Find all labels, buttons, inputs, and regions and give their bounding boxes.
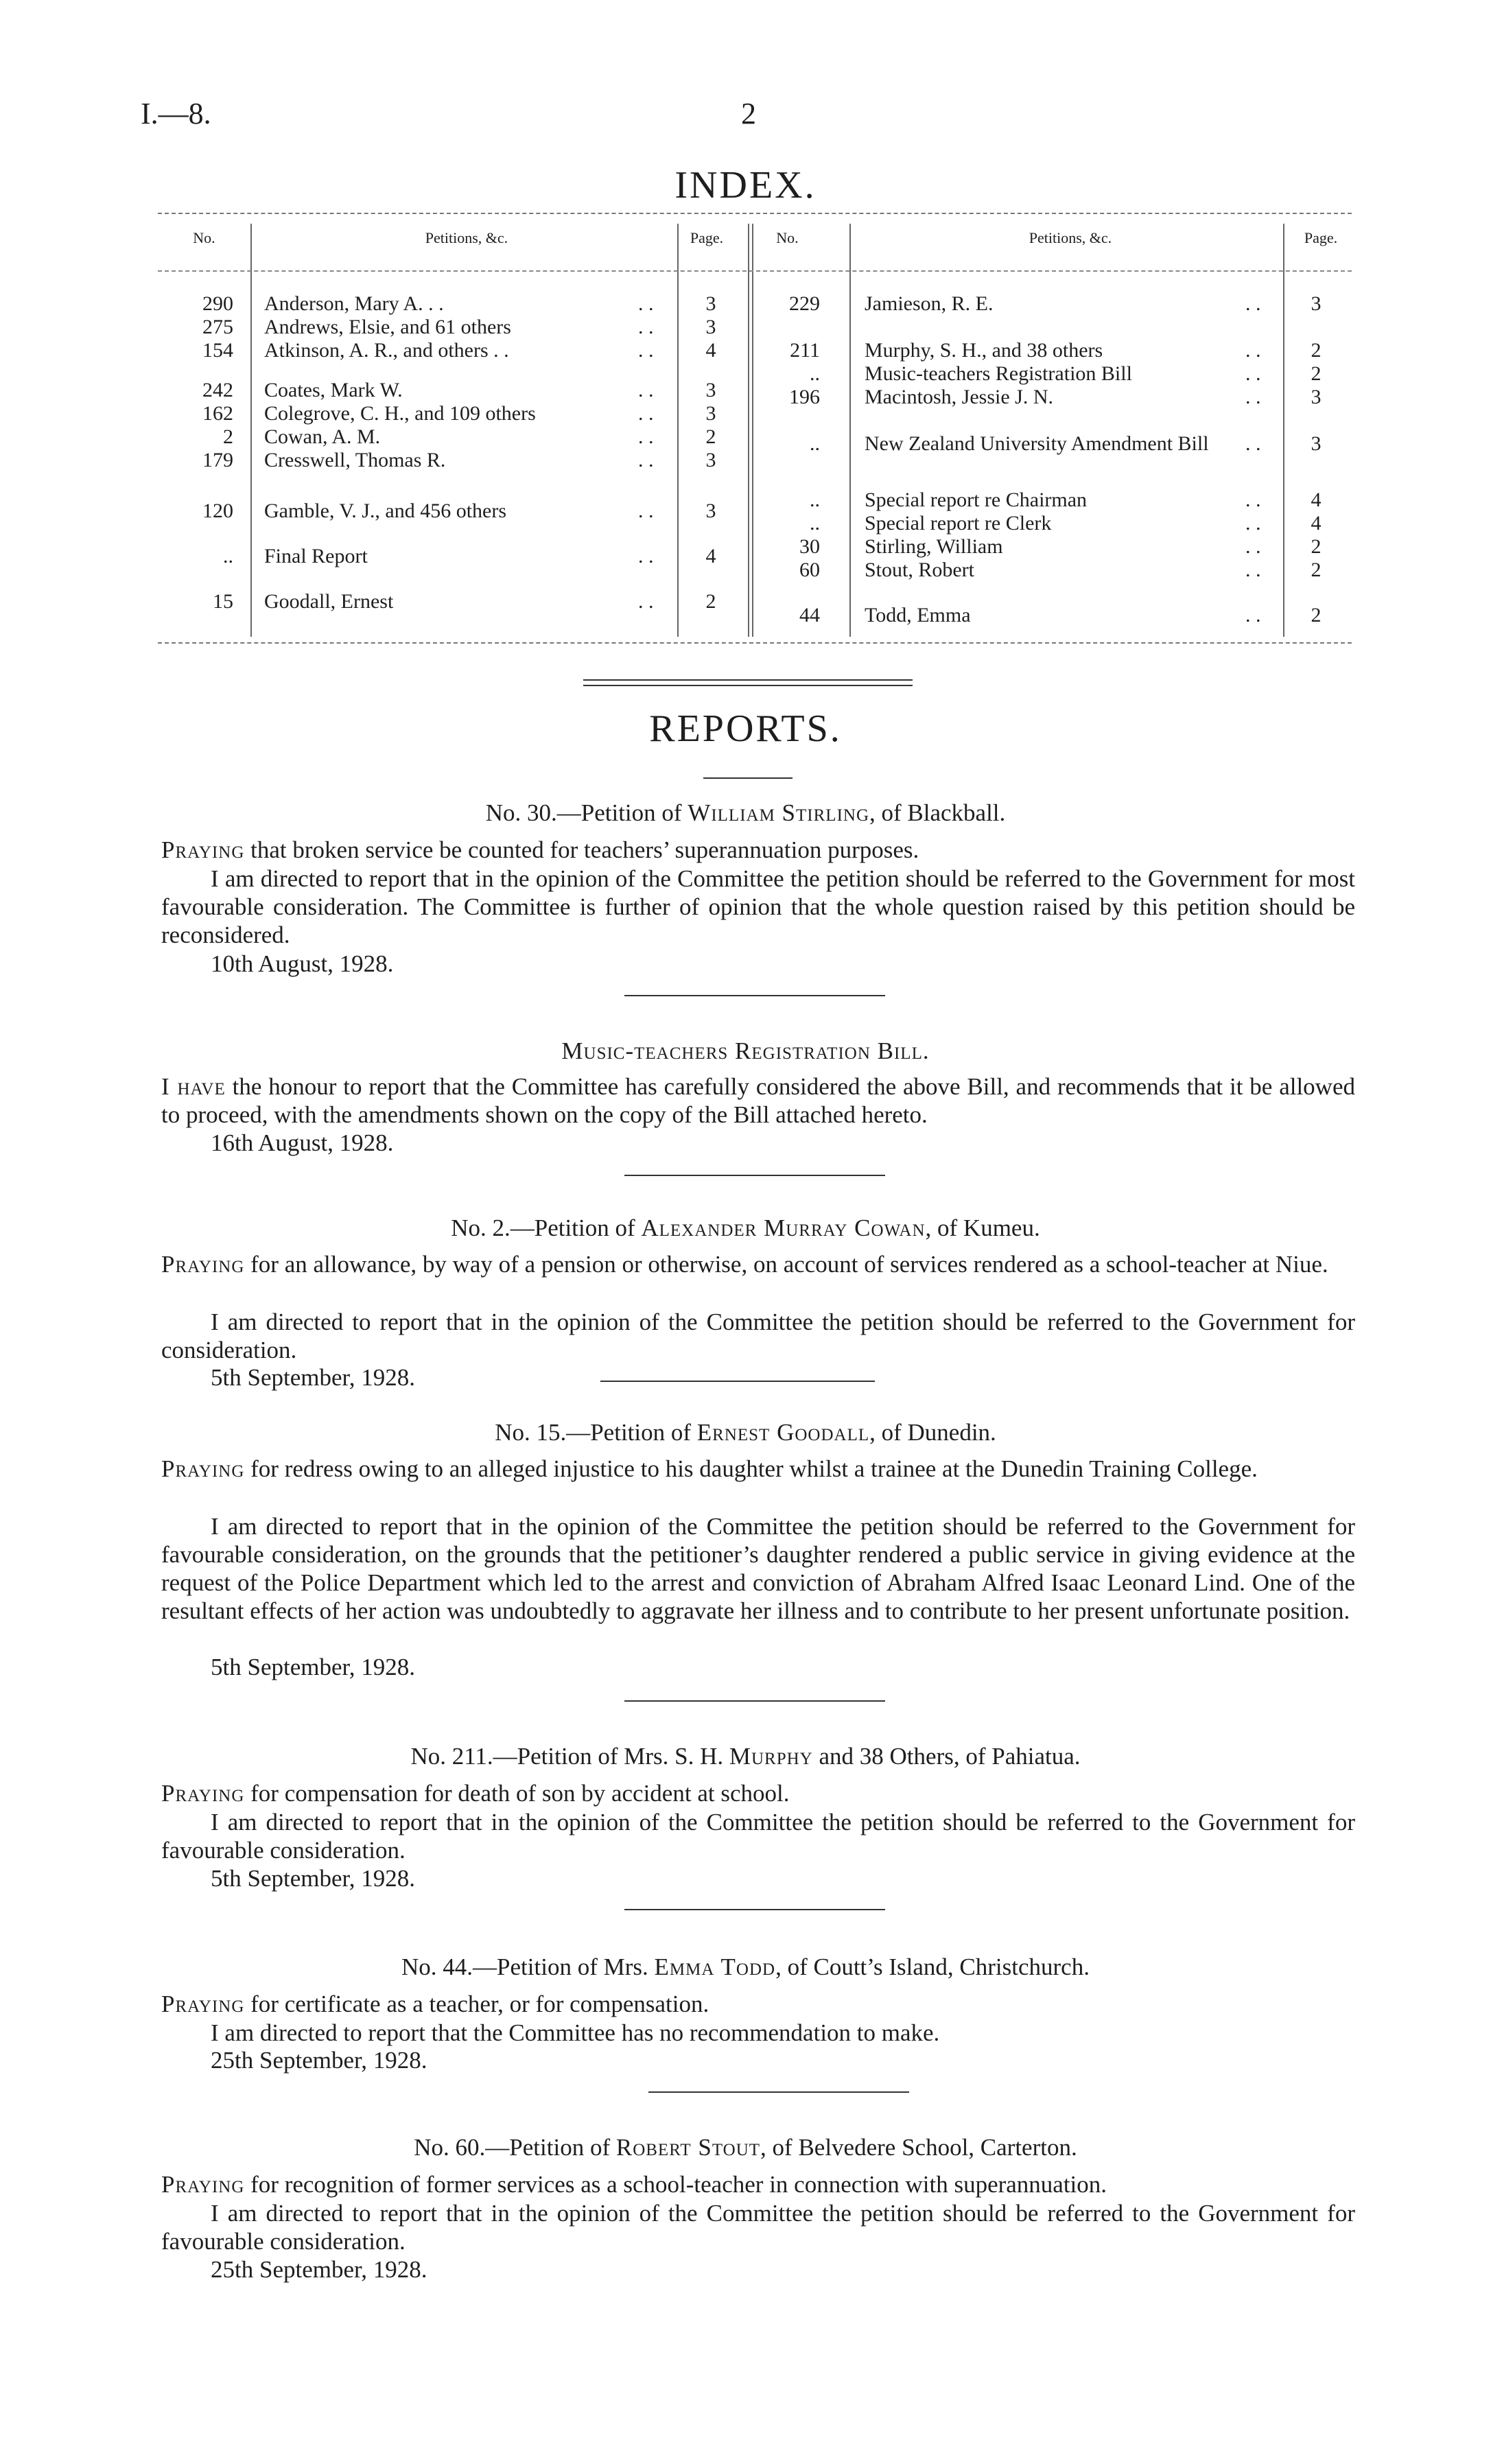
leader-dots: . . bbox=[638, 379, 654, 401]
leader-dots: . . bbox=[1245, 362, 1261, 385]
report-heading-murphy bbox=[0, 1743, 1491, 1770]
body-text: the honour to report that the Committee has carefully considered the above Bill, and recommends that it be allowed to proceed, with the amendments shown on the copy of the Bill attached hereto. bbox=[161, 1073, 1355, 1128]
heading-text: , of Blackball. bbox=[869, 799, 1006, 826]
heading-text: No. 2.—Petition of bbox=[451, 1215, 642, 1241]
report-prayer bbox=[161, 1779, 1355, 1807]
leader-dots: . . bbox=[638, 500, 654, 522]
lead-word: Praying bbox=[161, 2171, 245, 2198]
leader-dots: . . bbox=[1245, 386, 1261, 408]
petitioner-name: Robert Stout bbox=[615, 2134, 761, 2161]
index-entry-name: Special report re Clerk bbox=[865, 512, 1052, 535]
index-entry-page: 2 bbox=[1311, 559, 1322, 581]
report-heading-music-bill: Music-teachers Registration Bill. bbox=[561, 1037, 930, 1064]
report-heading-cowan bbox=[0, 1215, 1491, 1242]
report-date: 5th September, 1928. bbox=[211, 1865, 415, 1892]
index-entry-page: 2 bbox=[705, 590, 716, 613]
index-entry-name: Gamble, V. J., and 456 others bbox=[264, 500, 507, 522]
report-date: 5th September, 1928. bbox=[211, 1364, 415, 1391]
page-number: 2 bbox=[741, 97, 756, 130]
index-entry-name: Todd, Emma bbox=[865, 604, 971, 626]
lead-word: Praying bbox=[161, 836, 245, 863]
report-divider bbox=[624, 1700, 885, 1702]
index-entry-page: 2 bbox=[1311, 339, 1322, 362]
petitioner-name: Murphy bbox=[729, 1743, 813, 1770]
index-entry-page: 3 bbox=[705, 449, 716, 471]
leader-dots: . . bbox=[638, 590, 654, 613]
report-date: 5th September, 1928. bbox=[211, 1654, 415, 1680]
index-entry-page: 4 bbox=[1311, 512, 1322, 535]
lead-word: Praying bbox=[161, 1780, 245, 1807]
report-body: I am directed to report that in the opinion of the Committee the petition should be referred to the Government for most favourable consideration. The Committee is further of opinion that the whole question raised by this petition should be reconsidered. bbox=[161, 865, 1355, 948]
title-underline bbox=[703, 777, 793, 779]
leader-dots: . . bbox=[1245, 489, 1261, 511]
col-header-no-left: No. bbox=[193, 229, 215, 246]
lead-word: Praying bbox=[161, 1455, 245, 1482]
index-entry-name: Goodall, Ernest bbox=[264, 590, 394, 613]
column-rule bbox=[1283, 224, 1284, 637]
index-entry-no: 44 bbox=[799, 604, 820, 626]
report-divider bbox=[624, 1909, 885, 1910]
col-header-page-right: Page. bbox=[1304, 229, 1338, 246]
index-entry-page: 3 bbox=[705, 316, 716, 338]
leader-dots: . . bbox=[638, 402, 654, 425]
heading-text: and 38 Others, of Pahiatua. bbox=[812, 1743, 1081, 1770]
index-entry-page: 3 bbox=[1311, 386, 1322, 408]
lead-word: I have bbox=[161, 1073, 226, 1100]
report-date: 25th September, 1928. bbox=[211, 2047, 427, 2074]
index-entry-no: 120 bbox=[202, 500, 233, 522]
index-entry-name: Jamieson, R. E. bbox=[865, 292, 994, 315]
leader-dots: . . bbox=[1245, 432, 1261, 455]
report-heading-stirling bbox=[0, 799, 1491, 827]
prayer-text: for recognition of former services as a school-teacher in connection with superannuation. bbox=[244, 2171, 1107, 2198]
index-entry-name: Music-teachers Registration Bill bbox=[865, 362, 1132, 385]
report-prayer bbox=[161, 2170, 1355, 2198]
heading-text: No. 15.—Petition of bbox=[495, 1419, 697, 1446]
report-prayer bbox=[161, 1990, 1355, 2018]
report-body: I am directed to report that in the opinion of the Committee the petition should be referred to the Government for favourable consideration. bbox=[161, 1809, 1355, 1864]
index-entry-no: 15 bbox=[213, 590, 233, 613]
index-entry-page: 3 bbox=[705, 379, 716, 401]
index-entry-name: Special report re Chairman bbox=[865, 489, 1088, 511]
index-entry-no: .. bbox=[223, 545, 233, 567]
index-entry-page: 2 bbox=[1311, 362, 1322, 385]
index-entry-name: Murphy, S. H., and 38 others bbox=[865, 339, 1103, 362]
index-entry-name: New Zealand University Amendment Bill bbox=[865, 432, 1209, 455]
prayer-text: for certificate as a teacher, or for compensation. bbox=[244, 1991, 709, 2017]
col-header-petitions-right: Petitions, &c. bbox=[1029, 229, 1112, 246]
index-entry-no: 275 bbox=[202, 316, 233, 338]
index-entry-no: .. bbox=[810, 489, 820, 511]
header-rule bbox=[158, 270, 1352, 272]
leader-dots: . . bbox=[1245, 292, 1261, 315]
index-entry-no: 162 bbox=[202, 402, 233, 425]
report-body: I am directed to report that in the opinion of the Committee the petition should be referred to the Government for favourable consideration. bbox=[161, 2200, 1355, 2255]
report-heading-goodall bbox=[0, 1419, 1491, 1446]
index-entry-page: 4 bbox=[1311, 489, 1322, 511]
index-entry-name: Cresswell, Thomas R. bbox=[264, 449, 446, 471]
report-prayer bbox=[161, 1455, 1355, 1483]
index-entry-page: 3 bbox=[1311, 292, 1322, 315]
report-body: I am directed to report that the Committee has no recommendation to make. bbox=[211, 2019, 940, 2046]
index-entry-page: 3 bbox=[705, 292, 716, 315]
index-entry-page: 3 bbox=[705, 402, 716, 425]
lead-word: Praying bbox=[161, 1991, 245, 2017]
report-divider bbox=[648, 2091, 909, 2093]
heading-text: No. 30.—Petition of bbox=[485, 799, 688, 826]
leader-dots: . . bbox=[1245, 604, 1261, 626]
prayer-text: that broken service be counted for teachers’ superannuation purposes. bbox=[244, 836, 919, 863]
index-entry-no: 179 bbox=[202, 449, 233, 471]
reports-title: REPORTS. bbox=[649, 707, 842, 750]
index-entry-page: 2 bbox=[1311, 604, 1322, 626]
heading-text: , of Dunedin. bbox=[869, 1419, 996, 1446]
prayer-text: for redress owing to an alleged injustice to his daughter whilst a trainee at the Dunedin Training College. bbox=[244, 1455, 1258, 1482]
index-entry-name: Macintosh, Jessie J. N. bbox=[865, 386, 1053, 408]
leader-dots: . . bbox=[638, 449, 654, 471]
index-entry-page: 3 bbox=[705, 500, 716, 522]
leader-dots: . . bbox=[638, 425, 654, 448]
leader-dots: . . bbox=[638, 339, 654, 362]
index-entry-no: 154 bbox=[202, 339, 233, 362]
petitioner-name: Alexander Murray Cowan bbox=[641, 1215, 926, 1241]
index-entry-no: 30 bbox=[799, 535, 820, 558]
index-entry-name: Cowan, A. M. bbox=[264, 425, 381, 448]
index-entry-name: Andrews, Elsie, and 61 others bbox=[264, 316, 511, 338]
index-entry-no: .. bbox=[810, 512, 820, 535]
index-entry-name: Colegrove, C. H., and 109 others bbox=[264, 402, 536, 425]
index-entry-page: 2 bbox=[705, 425, 716, 448]
index-entry-no: 196 bbox=[789, 386, 820, 408]
leader-dots: . . bbox=[638, 545, 654, 567]
petitioner-name: William Stirling bbox=[688, 799, 869, 826]
index-title: INDEX. bbox=[674, 164, 817, 207]
petitioner-name: Emma Todd bbox=[654, 1953, 776, 1980]
report-prayer bbox=[161, 836, 1355, 864]
index-entry-page: 4 bbox=[705, 545, 716, 567]
index-table bbox=[158, 213, 1352, 644]
index-entry-no: 2 bbox=[223, 425, 233, 448]
prayer-text: for an allowance, by way of a pension or otherwise, on account of services rendered as a school-teacher at Niue. bbox=[244, 1251, 1328, 1278]
column-rule bbox=[849, 224, 851, 637]
index-entry-name: Stout, Robert bbox=[865, 559, 975, 581]
report-divider bbox=[624, 1175, 885, 1176]
index-entry-name: Coates, Mark W. bbox=[264, 379, 403, 401]
section-divider bbox=[583, 679, 913, 681]
lead-word: Praying bbox=[161, 1251, 245, 1278]
report-date: 16th August, 1928. bbox=[211, 1129, 394, 1156]
index-entry-name: Final Report bbox=[264, 545, 368, 567]
col-header-page-left: Page. bbox=[690, 229, 724, 246]
heading-text: , of Kumeu. bbox=[925, 1215, 1040, 1241]
leader-dots: . . bbox=[1245, 339, 1261, 362]
heading-text: , of Coutt’s Island, Christchurch. bbox=[775, 1953, 1090, 1980]
index-entry-no: 211 bbox=[790, 339, 820, 362]
index-entry-name: Stirling, William bbox=[865, 535, 1003, 558]
leader-dots: . . bbox=[1245, 512, 1261, 535]
report-prayer bbox=[161, 1250, 1355, 1278]
index-entry-no: 290 bbox=[202, 292, 233, 315]
index-entry-name: Atkinson, A. R., and others . . bbox=[264, 339, 509, 362]
leader-dots: . . bbox=[1245, 535, 1261, 558]
report-divider bbox=[600, 1381, 875, 1382]
index-entry-page: 4 bbox=[705, 339, 716, 362]
report-body bbox=[161, 1072, 1355, 1129]
document-reference: I.—8. bbox=[141, 97, 211, 130]
report-date: 10th August, 1928. bbox=[211, 950, 394, 977]
index-entry-no: 242 bbox=[202, 379, 233, 401]
report-divider bbox=[624, 995, 885, 996]
petitioner-name: Ernest Goodall bbox=[696, 1419, 870, 1446]
index-entry-no: 60 bbox=[799, 559, 820, 581]
heading-text: No. 211.—Petition of Mrs. S. H. bbox=[410, 1743, 729, 1770]
column-rule bbox=[250, 224, 252, 637]
report-date: 25th September, 1928. bbox=[211, 2256, 427, 2283]
index-entry-name: Anderson, Mary A. . . bbox=[264, 292, 444, 315]
index-entry-no: .. bbox=[810, 432, 820, 455]
heading-text: No. 60.—Petition of bbox=[414, 2134, 616, 2161]
column-rule bbox=[677, 224, 679, 637]
section-divider bbox=[583, 685, 913, 686]
index-entry-page: 3 bbox=[1311, 432, 1322, 455]
index-entry-no: 229 bbox=[789, 292, 820, 315]
heading-text: No. 44.—Petition of Mrs. bbox=[401, 1953, 655, 1980]
leader-dots: . . bbox=[638, 316, 654, 338]
index-entry-no: .. bbox=[810, 362, 820, 385]
report-body: I am directed to report that in the opinion of the Committee the petition should be referred to the Government for consideration. bbox=[161, 1309, 1355, 1363]
prayer-text: for compensation for death of son by accident at school. bbox=[244, 1780, 790, 1807]
leader-dots: . . bbox=[1245, 559, 1261, 581]
report-heading-todd bbox=[0, 1953, 1491, 1981]
heading-text: , of Belvedere School, Carterton. bbox=[760, 2134, 1077, 2161]
leader-dots: . . bbox=[638, 292, 654, 315]
col-header-petitions-left: Petitions, &c. bbox=[425, 229, 508, 246]
report-body: I am directed to report that in the opinion of the Committee the petition should be referred to the Government for favourable consideration, on the grounds that the petitioner’s daughter rendered a public service in giving evidence at the request of the Police Department which led to the arrest and conviction of Abraham Alfred Isaac Leonard Lind. One of the resultant effects of her action was undoubtedly to aggravate her illness and to contribute to her present unfortunate position. bbox=[161, 1513, 1355, 1624]
report-heading-stout bbox=[0, 2134, 1491, 2161]
col-header-no-right: No. bbox=[776, 229, 799, 246]
index-entry-page: 2 bbox=[1311, 535, 1322, 558]
